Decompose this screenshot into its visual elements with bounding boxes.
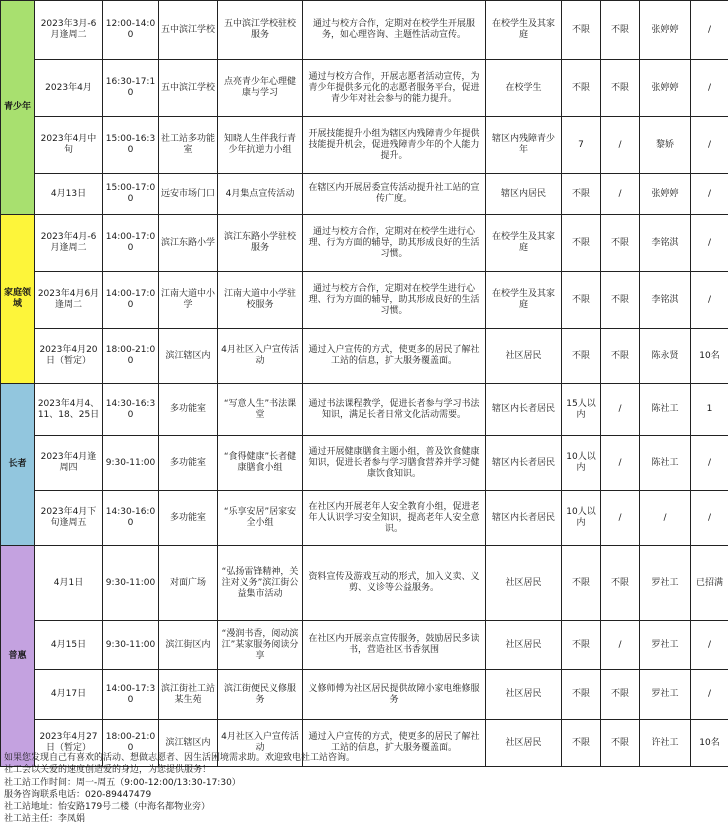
limit-cell: 不限	[601, 720, 640, 767]
description-cell: 开展技能提升小组为辖区内残障青少年提供技能提升机会，促进残障青少年的个人能力提升。	[303, 117, 486, 174]
table-row	[1, 436, 728, 491]
date-cell: 4月1日	[35, 546, 103, 621]
limit-cell: /	[601, 174, 640, 215]
limit-cell: /	[601, 384, 640, 436]
limit-cell: 不限	[601, 60, 640, 117]
capacity-cell: 不限	[562, 60, 601, 117]
table-row	[1, 1, 728, 60]
place-cell: 江南大道中小学	[159, 272, 218, 329]
date-cell: 2023年4月4、11、18、25日	[35, 384, 103, 436]
capacity-cell: 不限	[562, 329, 601, 384]
capacity-cell: 不限	[562, 670, 601, 720]
activity-cell: 滨江街便民义修服务	[218, 670, 303, 720]
description-cell: 通过与校方合作，定期对在校学生进行心理、行为方面的辅导，助其形成良好的生活习惯。	[303, 215, 486, 272]
place-cell: 五中滨江学校	[159, 60, 218, 117]
capacity-cell: 10人以内	[562, 491, 601, 546]
capacity-cell: 7	[562, 117, 601, 174]
limit-cell: /	[601, 491, 640, 546]
description-cell: 通过入户宣传的方式，使更多的居民了解社工站的信息，扩大服务覆盖面。	[303, 329, 486, 384]
table-row	[1, 491, 728, 546]
time-cell: 9:30-11:00	[103, 546, 159, 621]
table-row	[1, 546, 728, 621]
target-group-cell: 在校学生及其家庭	[486, 1, 562, 60]
date-cell: 4月13日	[35, 174, 103, 215]
capacity-cell: 不限	[562, 621, 601, 670]
time-cell: 14:00-17:00	[103, 215, 159, 272]
time-cell: 18:00-21:00	[103, 720, 159, 767]
activity-cell: “食得健康”长者健康膳食小组	[218, 436, 303, 491]
place-cell: 五中滨江学校	[159, 1, 218, 60]
activity-cell: 江南大道中小学驻校服务	[218, 272, 303, 329]
capacity-cell: 不限	[562, 174, 601, 215]
table-row	[1, 117, 728, 174]
note-cell: /	[691, 174, 728, 215]
table-row	[1, 272, 728, 329]
footer-slogan: 社工会以关爱的速度创造爱的身边，为您提供服务！	[4, 765, 212, 776]
note-cell: /	[691, 491, 728, 546]
footer-director: 社工站主任：李凤娟	[4, 814, 86, 825]
table-row	[1, 670, 728, 720]
target-group-cell: 社区居民	[486, 720, 562, 767]
note-cell: /	[691, 215, 728, 272]
description-cell: 通过书法课程教学，促进长者参与学习书法知识，满足长者日常文化活动需要。	[303, 384, 486, 436]
place-cell: 多功能室	[159, 436, 218, 491]
note-cell: /	[691, 621, 728, 670]
target-group-cell: 社区居民	[486, 546, 562, 621]
activity-cell: 4月社区入户宣传活动	[218, 720, 303, 767]
time-cell: 14:00-17:00	[103, 272, 159, 329]
note-cell: /	[691, 436, 728, 491]
place-cell: 滨江东路小学	[159, 215, 218, 272]
limit-cell: /	[601, 621, 640, 670]
description-cell: 在辖区内开展居委宣传活动提升社工站的宣传广度。	[303, 174, 486, 215]
footer-phone: 服务咨询联系电话：020-89447479	[4, 789, 152, 800]
footer-hours: 社工站工作时间：周一-周五（9:00-12:00/13:30-17:30）	[4, 777, 241, 788]
activity-cell: 五中滨江学校驻校服务	[218, 1, 303, 60]
limit-cell: 不限	[601, 272, 640, 329]
time-cell: 15:00-17:00	[103, 174, 159, 215]
footer-address: 社工站地址：怡安路179号二楼（中海名都物业旁）	[4, 802, 211, 813]
staff-cell: 张婷婷	[640, 174, 691, 215]
note-cell: 已招满	[691, 546, 728, 621]
staff-cell: 张婷婷	[640, 1, 691, 60]
category-cell: 普惠	[1, 546, 35, 767]
footer-intro: 如果您发现自己有喜欢的活动、想做志愿者、因生活困境需求助。欢迎致电社工站咨询。	[4, 753, 356, 763]
note-cell: /	[691, 60, 728, 117]
time-cell: 14:30-16:00	[103, 491, 159, 546]
place-cell: 滨江街社工站某生苑	[159, 670, 218, 720]
staff-cell: 罗社工	[640, 621, 691, 670]
staff-cell: 陈社工	[640, 436, 691, 491]
table-row	[1, 329, 728, 384]
description-cell: 义修师傅为社区居民提供故障小家电维修服务	[303, 670, 486, 720]
table-row	[1, 174, 728, 215]
table-row	[1, 60, 728, 117]
description-cell: 通过与校方合作，定期对在校学生开展服务，如心理咨询、主题性活动宣传。	[303, 1, 486, 60]
capacity-cell: 15人以内	[562, 384, 601, 436]
activity-cell: “写意人生”书法课堂	[218, 384, 303, 436]
place-cell: 滨江辖区内	[159, 329, 218, 384]
date-cell: 4月17日	[35, 670, 103, 720]
staff-cell: 罗社工	[640, 546, 691, 621]
date-cell: 2023年4月中旬	[35, 117, 103, 174]
place-cell: 滨江辖区内	[159, 720, 218, 767]
description-cell: 通过入户宣传的方式，使更多的居民了解社工站的信息，扩大服务覆盖面。	[303, 720, 486, 767]
target-group-cell: 在校学生	[486, 60, 562, 117]
limit-cell: 不限	[601, 329, 640, 384]
staff-cell: 罗社工	[640, 670, 691, 720]
staff-cell: 许社工	[640, 720, 691, 767]
date-cell: 2023年3月-6月逢周二	[35, 1, 103, 60]
description-cell: 通过开展健康膳食主题小组，普及饮食健康知识，促进长者参与学习膳食营养并学习健康饮食知识。	[303, 436, 486, 491]
target-group-cell: 在校学生及其家庭	[486, 215, 562, 272]
note-cell: /	[691, 272, 728, 329]
activity-cell: 点亮青少年心理健康与学习	[218, 60, 303, 117]
capacity-cell: 不限	[562, 215, 601, 272]
time-cell: 9:30-11:00	[103, 436, 159, 491]
capacity-cell: 不限	[562, 720, 601, 767]
table-row	[1, 621, 728, 670]
time-cell: 14:30-16:30	[103, 384, 159, 436]
note-cell: /	[691, 1, 728, 60]
place-cell: 社工站多功能室	[159, 117, 218, 174]
date-cell: 2023年4月20日（暂定）	[35, 329, 103, 384]
time-cell: 15:00-16:30	[103, 117, 159, 174]
place-cell: 滨江街区内	[159, 621, 218, 670]
limit-cell: /	[601, 117, 640, 174]
time-cell: 16:30-17:10	[103, 60, 159, 117]
activity-cell: 知晓人生伴我行青少年抗逆力小组	[218, 117, 303, 174]
description-cell: 在社区内开展亲点宣传服务，鼓励居民多读书，营造社区书香氛围	[303, 621, 486, 670]
note-cell: 10名	[691, 720, 728, 767]
target-group-cell: 辖区内残障青少年	[486, 117, 562, 174]
activity-cell: “漫润书香，阅动滨江”某家服务阅读分享	[218, 621, 303, 670]
limit-cell: 不限	[601, 215, 640, 272]
target-group-cell: 辖区内长者居民	[486, 491, 562, 546]
target-group-cell: 辖区内居民	[486, 174, 562, 215]
staff-cell: /	[640, 491, 691, 546]
description-cell: 资料宣传及游戏互动的形式，加入义卖、义剪、义诊等公益服务。	[303, 546, 486, 621]
staff-cell: 陈社工	[640, 384, 691, 436]
time-cell: 18:00-21:00	[103, 329, 159, 384]
date-cell: 4月15日	[35, 621, 103, 670]
staff-cell: 黎娇	[640, 117, 691, 174]
time-cell: 14:00-17:30	[103, 670, 159, 720]
place-cell: 对面广场	[159, 546, 218, 621]
note-cell: /	[691, 670, 728, 720]
date-cell: 2023年4月27日（暂定）	[35, 720, 103, 767]
time-cell: 12:00-14:00	[103, 1, 159, 60]
table-row	[1, 384, 728, 436]
category-cell: 家庭领域	[1, 215, 35, 384]
note-cell: 1	[691, 384, 728, 436]
staff-cell: 张婷婷	[640, 60, 691, 117]
place-cell: 远安市场门口	[159, 174, 218, 215]
limit-cell: 不限	[601, 1, 640, 60]
time-cell: 9:30-11:00	[103, 621, 159, 670]
note-cell: 10名	[691, 329, 728, 384]
capacity-cell: 不限	[562, 1, 601, 60]
staff-cell: 李铭淇	[640, 215, 691, 272]
date-cell: 2023年4月下旬逢周五	[35, 491, 103, 546]
target-group-cell: 辖区内长者居民	[486, 436, 562, 491]
activity-cell: “乐享安居”居家安全小组	[218, 491, 303, 546]
note-cell: /	[691, 117, 728, 174]
description-cell: 通过与校方合作，开展志愿者活动宣传，为青少年提供多元化的志愿者服务平台，促进青少年对社会参与的能力提升。	[303, 60, 486, 117]
capacity-cell: 不限	[562, 272, 601, 329]
limit-cell: /	[601, 436, 640, 491]
target-group-cell: 辖区内长者居民	[486, 384, 562, 436]
date-cell: 2023年4月-6月逢周二	[35, 215, 103, 272]
date-cell: 2023年4月	[35, 60, 103, 117]
staff-cell: 陈永贤	[640, 329, 691, 384]
capacity-cell: 10人以内	[562, 436, 601, 491]
activity-cell: 4月社区入户宣传活动	[218, 329, 303, 384]
capacity-cell: 不限	[562, 546, 601, 621]
date-cell: 2023年4月逢周四	[35, 436, 103, 491]
table-row	[1, 215, 728, 272]
target-group-cell: 社区居民	[486, 329, 562, 384]
description-cell: 通过与校方合作，定期对在校学生进行心理、行为方面的辅导，助其形成良好的生活习惯。	[303, 272, 486, 329]
activity-cell: “弘扬雷锋精神，关注对义务”滨江街公益集市活动	[218, 546, 303, 621]
limit-cell: 不限	[601, 546, 640, 621]
category-cell: 青少年	[1, 1, 35, 215]
target-group-cell: 社区居民	[486, 621, 562, 670]
footer-info	[4, 752, 724, 826]
place-cell: 多功能室	[159, 384, 218, 436]
place-cell: 多功能室	[159, 491, 218, 546]
target-group-cell: 在校学生及其家庭	[486, 272, 562, 329]
category-cell: 长者	[1, 384, 35, 546]
staff-cell: 李铭淇	[640, 272, 691, 329]
limit-cell: 不限	[601, 670, 640, 720]
date-cell: 2023年4月6月逢周二	[35, 272, 103, 329]
activity-cell: 4月集点宣传活动	[218, 174, 303, 215]
description-cell: 在社区内开展老年人安全教育小组，促进老年人认识学习安全知识，提高老年人安全意识。	[303, 491, 486, 546]
target-group-cell: 社区居民	[486, 670, 562, 720]
activity-cell: 滨江东路小学驻校服务	[218, 215, 303, 272]
